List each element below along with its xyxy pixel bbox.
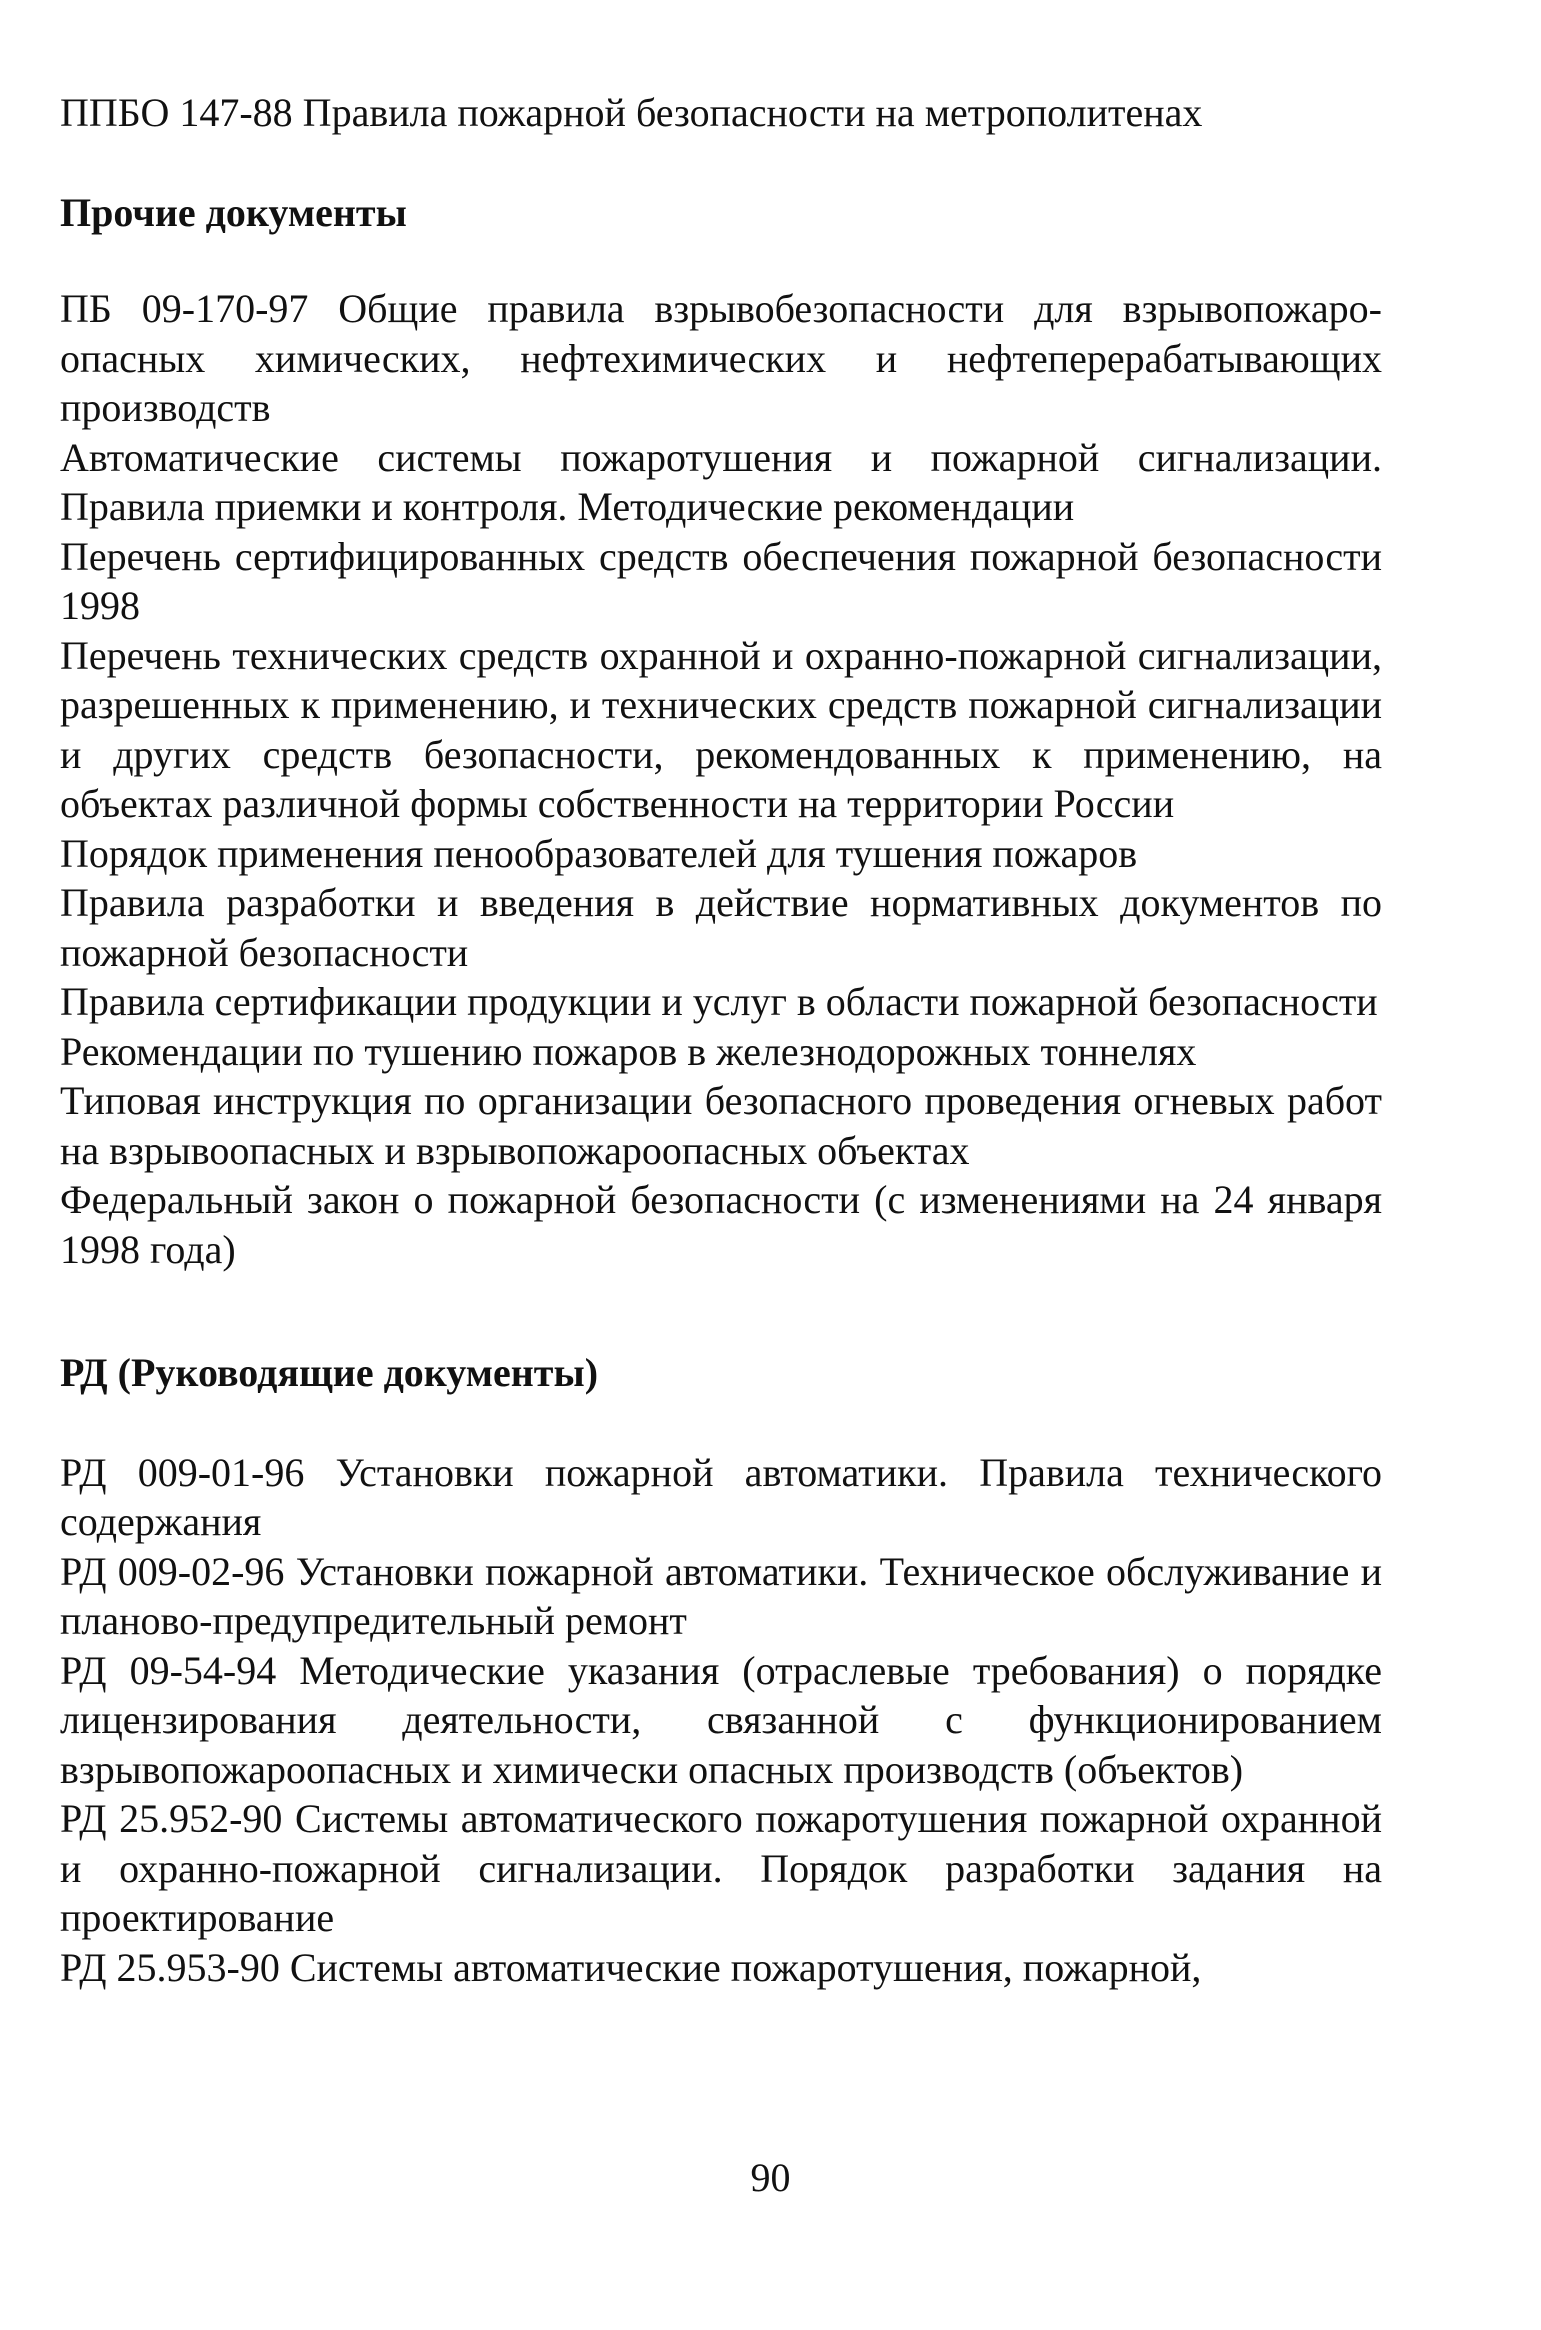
list-item: РД 009-02-96 Установки пожарной автоматики. Техническое обслуживание и планово-предупредительный ремонт bbox=[60, 1548, 1382, 1643]
section-heading-guiding-documents: РД (Руководящие документы) bbox=[60, 1350, 599, 1395]
list-item: РД 25.953-90 Системы автоматические пожаротушения, пожарной, bbox=[60, 1944, 1202, 1990]
list-item: РД 25.952-90 Системы автоматического пожаротушения пожарной охранной и охранно-пожарной сигнализации. Порядок разработки задания на проектирование bbox=[60, 1796, 1382, 1940]
list-item: Правила разработки и введения в действие нормативных документов по пожарной безопасности bbox=[60, 880, 1382, 975]
list-item: Перечень технических средств охранной и охранно-пожарной сигнализации, разрешенных к применению, и технических средств пожарной сигнализации и других средств безопасности, рекомендованных к применению, на объектах различной формы собственности на территории России bbox=[60, 632, 1382, 826]
list-item: Правила сертификации продукции и услуг в области пожарной безопасности bbox=[60, 979, 1378, 1024]
list-item: Перечень сертифицированных средств обеспечения пожарной безопасности 1998 bbox=[60, 533, 1382, 628]
list-item: Порядок применения пенообразователей для тушения пожаров bbox=[60, 830, 1138, 876]
other-documents-list bbox=[60, 284, 1382, 1274]
list-item: Типовая инструкция по организации безопасного проведения огневых работ на взрывоопасных и взрывопожароопасных объектах bbox=[60, 1078, 1382, 1173]
page-content bbox=[60, 88, 1382, 1992]
section-heading-other-documents: Прочие документы bbox=[60, 189, 407, 235]
list-item: РД 009-01-96 Установки пожарной автоматики. Правила технического содержания bbox=[60, 1449, 1382, 1544]
list-item: РД 09-54-94 Методические указания (отраслевые требования) о порядке лицензирования деятельности, связанной с функционированием взрывопожароопасных и химически опасных производств (объектов) bbox=[60, 1647, 1382, 1792]
list-item: Федеральный закон о пожарной безопасности (с изменениями на 24 января 1998 года) bbox=[60, 1177, 1382, 1272]
page-number: 90 bbox=[750, 2155, 791, 2200]
top-line: ППБО 147-88 Правила пожарной безопасности на метрополитенах bbox=[60, 90, 1203, 135]
list-item: Рекомендации по тушению пожаров в железнодорожных тоннелях bbox=[60, 1028, 1197, 1074]
list-item: Автоматические системы пожаротушения и пожарной сигнализации. Правила приемки и контроля. Методические рекомендации bbox=[60, 434, 1382, 529]
guiding-documents-list bbox=[60, 1448, 1382, 1993]
list-item: ПБ 09-170-97 Общие правила взрывобезопасности для взрывопожароопасных химических, нефтехимических и нефтеперерабатывающих производств bbox=[60, 286, 1382, 430]
